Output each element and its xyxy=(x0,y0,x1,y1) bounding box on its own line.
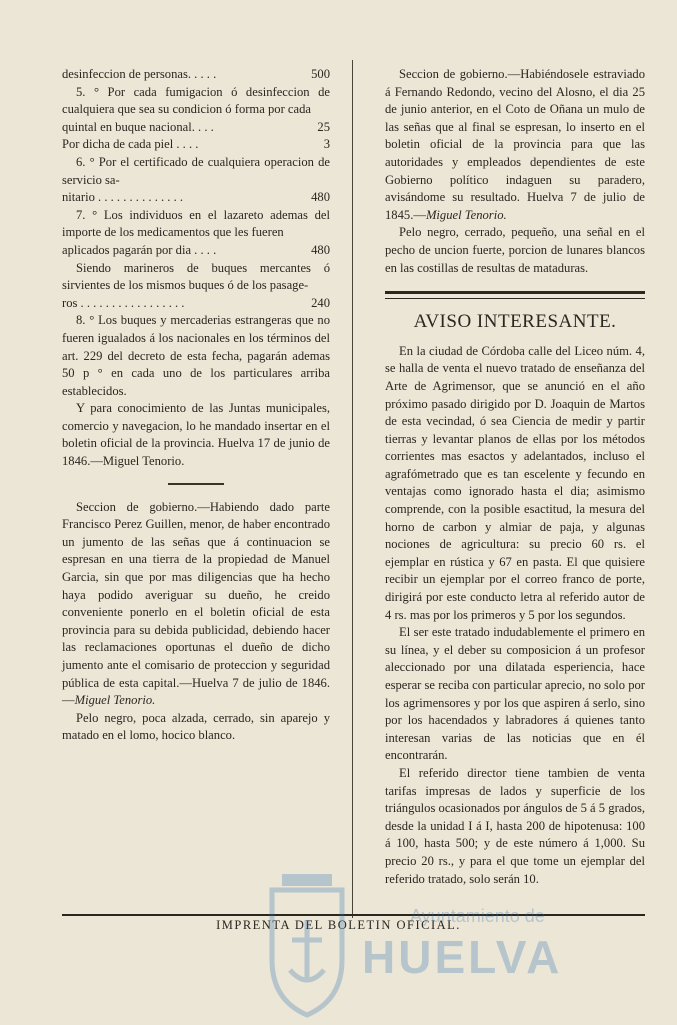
tariff-amount: 240 xyxy=(311,295,330,310)
tariff-line xyxy=(62,66,330,84)
left-column xyxy=(62,66,330,745)
aviso-paragraph-3: El referido director tiene tambien de venta tarifas impresas de lados y superficie de los triángulos ocasionados por ángulos de 5 á 5 grados, desde la unidad I á I, hasta 200 de hipotenusa: 100 á 100, hasta 500; y de este número á 1,000. Su precio 20 rs., y para el que tome un ejemplar del referido tratado, solo serán 10. xyxy=(385,765,645,886)
watermark-title: HUELVA xyxy=(362,931,563,983)
notice-jumento-text: Seccion de gobierno.—Habiendo dado parte Francisco Perez Guillen, menor, de haber encontrado un jumento de las señas que á continuacion se espresan en una tierra de la propiedad de Manuel Garcia, sin que por mas diligencias que ha hecho haya podido averiguar su dueño, he creido conveniente ponerlo en el boletin oficial de esta provincia para su debida publicidad, debiendo hacer las reclamaciones oportunas el dueño de dicho jumento ante el comisario de proteccion y seguridad pública de esta capital.—Huelva 7 de julio de 1846.— xyxy=(62,499,330,708)
aviso-paragraph-2: El ser este tratado indudablemente el primero en su línea, y el deber su composicion á un profesor aleccionado por una dilatada esperiencia, hace esperar se reciba con particular aprecio, no solo por los agrimensores y por los que aspiren á serlo, sino por los hacendados y labradores á quienes tanto interesan varias de las noticias que en él encontrarán. xyxy=(385,625,645,763)
tariff-amount: 3 xyxy=(323,137,330,152)
archive-watermark xyxy=(262,870,622,1020)
aviso-paragraph-1: En la ciudad de Córdoba calle del Liceo núm. 4, se halla de venta el nuevo tratado de enseñanza del Arte de Agrimensor, que se anunció en el año próximo pasado dirigido por D. Joaquin de Martos de esta vecindad, ó sea Ciencia de medir y partir tierras y levantar planos de ellas por los métodos corrientes mas esactos y adelantados, incluso el agrafómetrado que es tan escelente y fecundo en ventajas como ignorado hasta el dia; asimismo comprende, con la posible esactitud, la mesura del horno de carbon y almiar de paja, y algunas nociones de agricultura: su precio 60 rs. el ejemplar en rústica y 67 en pasta. El que quisiere recibir un ejemplar por el correo franco de porte, dirigirá por este conducto letra al referido autor de 4 rs. mas por los primeros y 5 por los segundos. xyxy=(385,343,645,622)
tariff-line xyxy=(62,189,330,207)
tariff-item-6: 6. ° Por el certificado de cualquiera operacion de servicio sa- xyxy=(62,154,330,187)
notice-jumento xyxy=(62,499,330,710)
tariff-text: quintal en buque nacional. . . . xyxy=(62,119,214,134)
tariff-item-5: 5. ° Por cada fumigacion ó desinfeccion de cualquiera que sea su condicion ó forma por cada xyxy=(62,84,330,117)
tariff-line xyxy=(62,242,330,260)
section-rule-thin xyxy=(385,298,645,299)
tariff-amount: 480 xyxy=(311,242,330,257)
tariff-line xyxy=(62,119,330,137)
section-divider xyxy=(168,483,224,485)
coat-of-arms-icon xyxy=(262,870,352,1020)
tariff-text: nitario . . . . . . . . . . . . . . xyxy=(62,190,184,205)
watermark-subtitle: Ayuntamiento de xyxy=(410,906,545,926)
tariff-item-7b: Siendo marineros de buques mercantes ó sirvientes de los mismos buques ó de los pasage- xyxy=(62,260,330,293)
notice-mulo-signature: Miguel Tenorio. xyxy=(425,207,507,222)
notice-jumento-description: Pelo negro, poca alzada, cerrado, sin aparejo y matado en el lomo, hocico blanco. xyxy=(62,710,330,743)
tariff-amount: 500 xyxy=(311,67,330,81)
tariff-text: ros . . . . . . . . . . . . . . . . . xyxy=(62,295,185,310)
notice-mulo-text: Seccion de gobierno.—Habiéndosele estraviado á Fernando Redondo, vecino del Alosno, el dia 25 de junio anterior, en el Coto de Oñana un mulo de las señas que al final se espresan, lo inserto en el boletin oficial de la provincia para que las autoridades y empleados dependientes de este Gobierno político indaguen su paradero, avisándome su resultado. Huelva 7 de julio de 1845.— xyxy=(385,67,645,222)
section-rule-thick xyxy=(385,291,645,294)
notice-mulo xyxy=(385,66,645,224)
notice-jumento-signature: Miguel Tenorio. xyxy=(74,693,156,708)
tariff-item-8: 8. ° Los buques y mercaderias estrangeras que no fueren igualados á los nacionales en los términos del art. 229 del decreto de esta fecha, pagarán ademas 50 p ° en cada uno de los particulares arriba establecidos. xyxy=(62,313,330,398)
tariff-text: Por dicha de cada piel . . . . xyxy=(62,137,199,152)
tariff-amount: 25 xyxy=(317,119,330,134)
tariff-item-7: 7. ° Los individuos en el lazareto ademas del importe de los medicamentos que les fueren xyxy=(62,207,330,240)
aviso-heading: AVISO INTERESANTE. xyxy=(413,311,617,333)
tariff-text: aplicados pagarán por dia . . . . xyxy=(62,242,217,257)
right-column xyxy=(385,66,645,888)
tariff-closing: Y para conocimiento de las Juntas municipales, comercio y navegacion, lo he mandado insertar en el boletin oficial de la provincia. Huelva 17 de junio de 1846.—Miguel Tenorio. xyxy=(62,401,330,469)
column-divider xyxy=(352,60,353,918)
tariff-line xyxy=(62,136,330,154)
notice-mulo-description: Pelo negro, cerrado, pequeño, una señal en el pecho de uncion fuerte, porcion de lunares blancos en las costillas de resultas de mataduras. xyxy=(385,225,645,275)
tariff-text: desinfeccion de personas. . . . . xyxy=(62,67,217,81)
tariff-line xyxy=(62,295,330,313)
tariff-amount: 480 xyxy=(311,190,330,205)
printer-footer: IMPRENTA DEL BOLETIN OFICIAL. xyxy=(216,918,461,932)
